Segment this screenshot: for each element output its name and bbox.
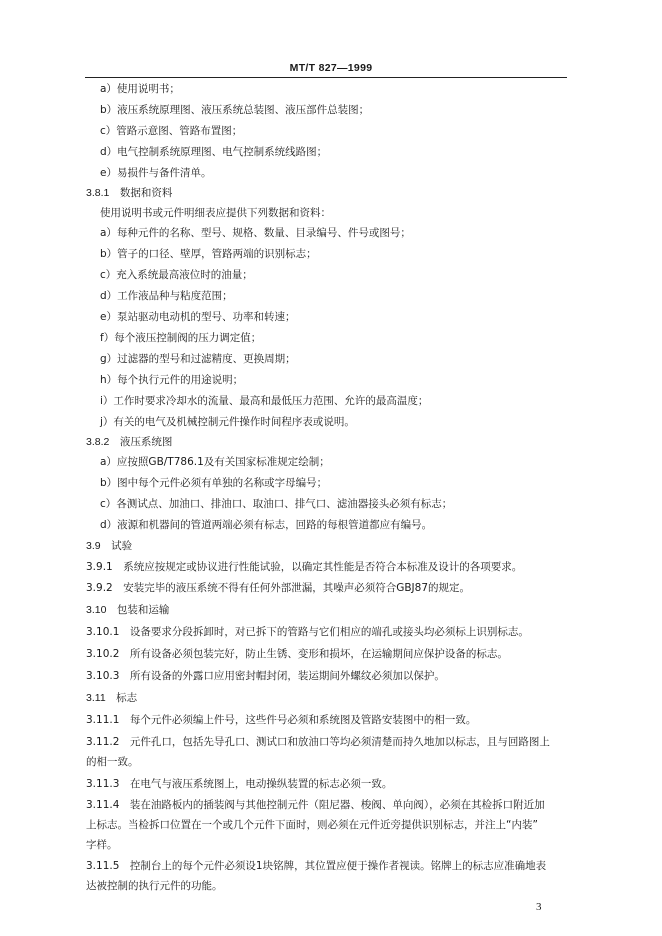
clause-3-11-3: 3.11.3 在电气与液压系统图上，电动操纵装置的标志必须一致。 <box>86 778 393 790</box>
list-item: a）应按照GB/T786.1及有关国家标准规定绘制； <box>100 456 330 468</box>
section-heading-3-8-1: 3.8.1 数据和资料 <box>86 187 173 199</box>
list-item: b）液压系统原理图、液压系统总装图、液压部件总装图； <box>100 104 370 116</box>
list-item: j）有关的电气及机械控制元件操作时间程序表或说明。 <box>100 416 355 428</box>
section-heading-3-10: 3.10 包装和运输 <box>86 604 170 616</box>
list-item: g）过滤器的型号和过滤精度、更换周期； <box>100 353 296 365</box>
list-item: d）工作液品种与粘度范围； <box>100 290 233 302</box>
clause-3-11-5-cont: 达被控制的执行元件的功能。 <box>86 880 223 892</box>
list-item: c）管路示意图、管路布置图； <box>100 125 243 137</box>
list-item: i）工作时要求冷却水的流量、最高和最低压力范围、允许的最高温度； <box>100 395 429 407</box>
list-item: d）液源和机器间的管道两端必须有标志，回路的每根管道都应有编号。 <box>100 519 433 531</box>
section-heading-3-8-2: 3.8.2 液压系统图 <box>86 436 173 448</box>
list-item: f）每个液压控制阀的压力调定值； <box>100 332 262 344</box>
list-item: a）每种元件的名称、型号、规格、数量、目录编号、件号或图号； <box>100 227 411 239</box>
header-rule <box>85 77 567 78</box>
section-heading-3-9: 3.9 试验 <box>86 540 133 552</box>
clause-3-11-5: 3.11.5 控制台上的每个元件必须设1块铭牌，其位置应便于操作者视读。铭牌上的标志应准确地表 <box>86 860 547 872</box>
clause-3-9-1: 3.9.1 系统应按规定或协议进行性能试验，以确定其性能是否符合本标准及设计的各项要求。 <box>86 561 523 573</box>
page-header-code: MT/T 827—1999 <box>289 62 373 74</box>
clause-3-10-3: 3.10.3 所有设备的外露口应用密封帽封闭，装运期间外螺纹必须加以保护。 <box>86 670 445 682</box>
clause-3-10-1: 3.10.1 设备要求分段拆卸时，对已拆下的管路与它们相应的端孔或接头均必须标上识别标志。 <box>86 626 529 638</box>
clause-3-11-4-cont: 字样。 <box>86 839 118 851</box>
list-item: d）电气控制系统原理图、电气控制系统线路图； <box>100 146 328 158</box>
clause-3-10-2: 3.10.2 所有设备必须包装完好，防止生锈、变形和损坏，在运输期间应保护设备的标志。 <box>86 648 508 660</box>
clause-3-11-2-cont: 的相一致。 <box>86 756 139 768</box>
section-heading-3-11: 3.11 标志 <box>86 692 138 704</box>
clause-3-11-1: 3.11.1 每个元件必须编上件号，这些件号必须和系统图及管路安装图中的相一致。 <box>86 714 477 726</box>
list-item: a）使用说明书； <box>100 83 180 95</box>
list-item: e）易损件与备件清单。 <box>100 167 212 179</box>
paragraph: 使用说明书或元件明细表应提供下列数据和资料： <box>100 207 331 219</box>
list-item: b）图中每个元件必须有单独的名称或字母编号； <box>100 477 328 489</box>
list-item: h）每个执行元件的用途说明； <box>100 374 244 386</box>
list-item: b）管子的口径、壁厚，管路两端的识别标志； <box>100 248 317 260</box>
clause-3-9-2: 3.9.2 安装完毕的液压系统不得有任何外部泄漏，其噪声必须符合GBJ87的规定。 <box>86 582 471 594</box>
clause-3-11-4-cont: 上标志。当检拆口位置在一个或几个元件下面时，则必须在元件近旁提供识别标志，并注上“内装” <box>86 819 538 831</box>
list-item: c）各测试点、加油口、排油口、取油口、排气口、滤油器接头必须有标志； <box>100 498 453 510</box>
page-number: 3 <box>536 901 542 913</box>
list-item: c）充入系统最高液位时的油量； <box>100 269 253 281</box>
clause-3-11-4: 3.11.4 装在油路板内的插装阀与其他控制元件（阻尼器、梭阀、单向阀），必须在其检拆口附近加 <box>86 799 545 811</box>
clause-3-11-2: 3.11.2 元件孔口，包括先导孔口、测试口和放油口等均必须清楚而持久地加以标志，且与回路图上 <box>86 736 550 748</box>
list-item: e）泵站驱动电动机的型号、功率和转速； <box>100 311 296 323</box>
